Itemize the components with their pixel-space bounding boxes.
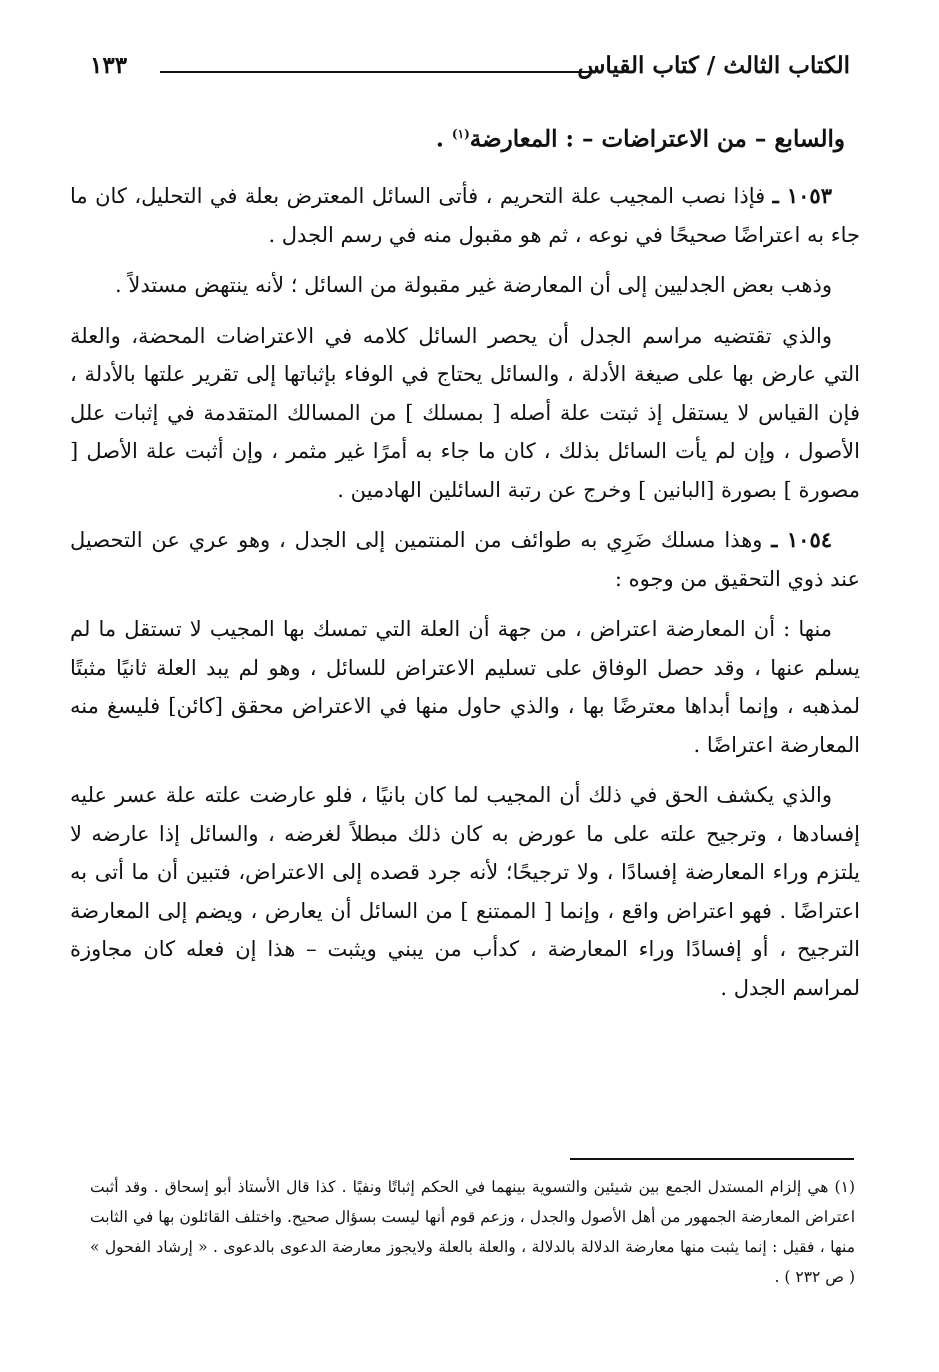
page-number: ١٣٣	[90, 52, 128, 79]
footnote: (١) هي إلزام المستدل الجمع بين شيئين والتسوية بينهما في الحكم إثباتًا ونفيًا . كذا قال الأستاذ أبو إسحاق . وقد أثبت اعتراض المعارضة الجمهور من أهل الأصول والجدل ، وزعم قوم أنها ليست بسؤال صحيح. واختلف القائلون بها في الثابت منها ، فقيل : إنما يثبت منها معارضة الدلالة بالدلالة ، والعلة بالعلة ولايجوز معارضة الدعوى بالدعوى . « إرشاد الفحول » ( ص ٢٣٢ ) .	[90, 1178, 855, 1286]
section-heading	[70, 115, 845, 159]
heading-tail: .	[435, 125, 452, 153]
running-title: الكتاب الثالث / كتاب القياس	[577, 52, 850, 79]
footnote-rule	[570, 1158, 854, 1160]
paragraph-1053	[70, 177, 860, 254]
paragraph-number: ١٠٥٤ ـ	[771, 527, 833, 553]
heading-footnote-ref: (١)	[451, 127, 470, 141]
main-text	[70, 115, 860, 1019]
header-rule	[160, 71, 590, 73]
paragraph-text: فإذا نصب المجيب علة التحريم ، فأتى السائل المعترض بعلة في التحليل، كان ما جاء به اعتراضًا صحيحًا في نوعه ، ثم هو مقبول منه في رسم الجدل .	[70, 184, 860, 247]
paragraph-number: ١٠٥٣ ـ	[772, 183, 832, 209]
paragraph-1054	[70, 521, 860, 598]
paragraph: والذي تقتضيه مراسم الجدل أن يحصر السائل كلامه في الاعتراضات المحضة، والعلة التي عارض بها على صيغة الأدلة ، والسائل يحتاج في الوفاء بإثباتها إلى تقرير علتها بالأدلة ، فإن القياس لا يستقل إذ ثبتت علة أصله [ بمسلك ] من المسالك المتقدمة في إثبات علل الأصول ، وإن لم يأت السائل بذلك ، كان ما جاء به أمرًا غير مثمر ، وإن أثبت علة الأصل [ مصورة ] بصورة [البانين ] وخرج عن رتبة السائلين الهادمين .	[70, 323, 860, 502]
paragraph: وذهب بعض الجدليين إلى أن المعارضة غير مقبولة من السائل ؛ لأنه ينتهض مستدلاً .	[115, 273, 832, 298]
paragraph: منها : أن المعارضة اعتراض ، من جهة أن العلة التي تمسك بها المجيب لا تستقل ما لم يسلم عنها ، وقد حصل الوفاق على تسليم الاعتراض للسائل ، وهو لم يبد العلة ثانيًا مثبتًا لمذهبه ، وإنما أبداها معترضًا بها ، والذي حاول منها في الاعتراض محقق [كائن] فليسغ منه المعارضة اعتراضًا .	[70, 617, 860, 757]
paragraph: والذي يكشف الحق في ذلك أن المجيب لما كان بانيًا ، فلو عارضت علته علة عسر عليه إفسادها ، وترجيح علته على ما عورض به كان ذلك مبطلاً لغرضه ، والسائل إذا عارضه لا يلتزم وراء المعارضة إفسادًا ، ولا ترجيحًا؛ لأنه جرد قصده إلى الاعتراض، فتبين أن ما أتى به اعتراضًا . فهو اعتراض واقع ، وإنما [ الممتنع ] من السائل أن يعارض ، ويضم إلى المعارضة الترجيح ، أو إفسادًا وراء المعارضة ، كدأب من يبني ويثبت – هذا إن فعله كان مجاوزة لمراسم الجدل .	[70, 783, 860, 1000]
running-header	[90, 52, 850, 92]
heading-text: والسابع – من الاعتراضات – : المعارضة	[469, 125, 845, 153]
paragraph-text: وهذا مسلك ضَرِي به طوائف من المنتمين إلى الجدل ، وهو عري عن التحصيل عند ذوي التحقيق من وجوه :	[70, 528, 860, 591]
